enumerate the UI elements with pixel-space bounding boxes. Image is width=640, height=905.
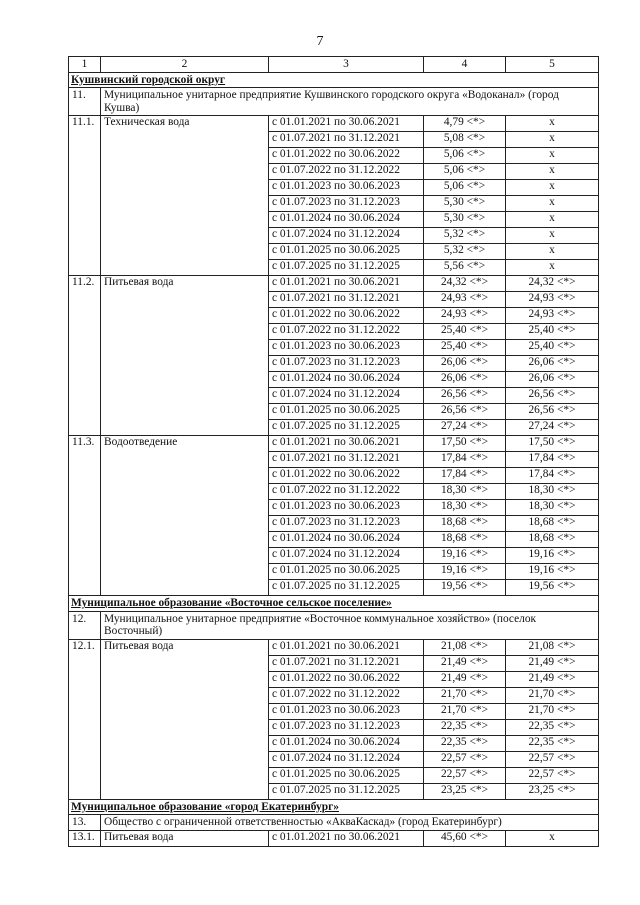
tariff-cell: 26,06 <*> — [424, 356, 506, 372]
tariff-cell: 22,35 <*> — [424, 735, 506, 751]
tariff-vat-cell: 22,35 <*> — [506, 735, 599, 751]
period-cell: с 01.07.2025 по 31.12.2025 — [269, 783, 424, 799]
tariff-cell: 22,35 <*> — [424, 719, 506, 735]
tariff-vat-cell: x — [506, 164, 599, 180]
tariff-cell: 5,08 <*> — [424, 132, 506, 148]
period-cell: с 01.07.2023 по 31.12.2023 — [269, 719, 424, 735]
period-cell: с 01.01.2022 по 30.06.2022 — [269, 671, 424, 687]
period-cell: с 01.01.2022 по 30.06.2022 — [269, 468, 424, 484]
service-name: Питьевая вода — [101, 276, 269, 436]
tariff-cell: 5,06 <*> — [424, 164, 506, 180]
tariff-vat-cell: 22,57 <*> — [506, 751, 599, 767]
tariff-cell: 24,93 <*> — [424, 292, 506, 308]
period-cell: с 01.07.2022 по 31.12.2022 — [269, 324, 424, 340]
tariff-cell: 5,30 <*> — [424, 196, 506, 212]
service-name: Питьевая вода — [101, 830, 269, 846]
period-cell: с 01.01.2021 по 30.06.2021 — [269, 830, 424, 846]
organization-row — [69, 611, 599, 639]
period-cell: с 01.07.2023 по 31.12.2023 — [269, 196, 424, 212]
period-cell: с 01.07.2025 по 31.12.2025 — [269, 420, 424, 436]
tariff-row — [69, 116, 599, 132]
section-row — [69, 72, 599, 88]
tariff-vat-cell: x — [506, 244, 599, 260]
tariff-cell: 18,68 <*> — [424, 532, 506, 548]
tariff-vat-cell: x — [506, 196, 599, 212]
tariff-vat-cell: 26,06 <*> — [506, 356, 599, 372]
header-cell: 2 — [101, 57, 269, 73]
period-cell: с 01.01.2025 по 30.06.2025 — [269, 564, 424, 580]
tariff-row — [69, 639, 599, 655]
tariff-vat-cell: 24,93 <*> — [506, 292, 599, 308]
tariff-cell: 25,40 <*> — [424, 340, 506, 356]
tariff-cell: 17,50 <*> — [424, 436, 506, 452]
period-cell: с 01.01.2025 по 30.06.2025 — [269, 767, 424, 783]
header-row — [69, 57, 599, 73]
period-cell: с 01.07.2025 по 31.12.2025 — [269, 260, 424, 276]
period-cell: с 01.07.2024 по 31.12.2024 — [269, 388, 424, 404]
tariff-vat-cell: 26,06 <*> — [506, 372, 599, 388]
tariff-cell: 17,84 <*> — [424, 468, 506, 484]
tariff-vat-cell: 25,40 <*> — [506, 340, 599, 356]
tariff-vat-cell: x — [506, 180, 599, 196]
tariff-vat-cell: 21,70 <*> — [506, 703, 599, 719]
tariff-vat-cell: x — [506, 228, 599, 244]
tariff-cell: 18,30 <*> — [424, 484, 506, 500]
tariff-vat-cell: 17,50 <*> — [506, 436, 599, 452]
tariff-vat-cell: 23,25 <*> — [506, 783, 599, 799]
tariff-vat-cell: 26,56 <*> — [506, 388, 599, 404]
period-cell: с 01.01.2024 по 30.06.2024 — [269, 532, 424, 548]
organization-row — [69, 88, 599, 116]
tariff-cell: 5,06 <*> — [424, 148, 506, 164]
period-cell: с 01.01.2022 по 30.06.2022 — [269, 148, 424, 164]
tariff-vat-cell: 26,56 <*> — [506, 404, 599, 420]
section-title: Кушвинский городской округ — [69, 72, 599, 88]
period-cell: с 01.01.2021 по 30.06.2021 — [269, 639, 424, 655]
tariff-cell: 24,32 <*> — [424, 276, 506, 292]
tariff-vat-cell: x — [506, 132, 599, 148]
tariff-cell: 24,93 <*> — [424, 308, 506, 324]
tariff-cell: 17,84 <*> — [424, 452, 506, 468]
tariff-vat-cell: 24,93 <*> — [506, 308, 599, 324]
tariff-cell: 21,70 <*> — [424, 703, 506, 719]
tariff-cell: 5,30 <*> — [424, 212, 506, 228]
organization-number: 13. — [69, 815, 101, 831]
period-cell: с 01.01.2023 по 30.06.2023 — [269, 500, 424, 516]
period-cell: с 01.07.2023 по 31.12.2023 — [269, 356, 424, 372]
tariff-vat-cell: 21,49 <*> — [506, 655, 599, 671]
tariff-vat-cell: 21,70 <*> — [506, 687, 599, 703]
tariff-cell: 23,25 <*> — [424, 783, 506, 799]
period-cell: с 01.07.2021 по 31.12.2021 — [269, 452, 424, 468]
service-name: Техническая вода — [101, 116, 269, 276]
period-cell: с 01.01.2024 по 30.06.2024 — [269, 735, 424, 751]
tariff-vat-cell: 24,32 <*> — [506, 276, 599, 292]
service-number: 11.3. — [69, 436, 101, 596]
tariff-vat-cell: 21,49 <*> — [506, 671, 599, 687]
period-cell: с 01.07.2024 по 31.12.2024 — [269, 228, 424, 244]
tariff-cell: 19,56 <*> — [424, 580, 506, 596]
tariff-vat-cell: x — [506, 212, 599, 228]
section-title: Муниципальное образование «Восточное сельское поселение» — [69, 596, 599, 612]
period-cell: с 01.01.2021 по 30.06.2021 — [269, 116, 424, 132]
tariff-vat-cell: x — [506, 116, 599, 132]
tariff-vat-cell: x — [506, 830, 599, 846]
period-cell: с 01.01.2024 по 30.06.2024 — [269, 372, 424, 388]
period-cell: с 01.01.2021 по 30.06.2021 — [269, 436, 424, 452]
service-name: Питьевая вода — [101, 639, 269, 799]
header-cell: 1 — [69, 57, 101, 73]
header-cell: 4 — [424, 57, 506, 73]
tariff-cell: 21,49 <*> — [424, 655, 506, 671]
organization-row — [69, 815, 599, 831]
period-cell: с 01.01.2022 по 30.06.2022 — [269, 308, 424, 324]
tariff-cell: 5,56 <*> — [424, 260, 506, 276]
tariff-vat-cell: 18,68 <*> — [506, 516, 599, 532]
period-cell: с 01.07.2022 по 31.12.2022 — [269, 484, 424, 500]
tariff-vat-cell: x — [506, 260, 599, 276]
tariff-cell: 26,06 <*> — [424, 372, 506, 388]
organization-name: Муниципальное унитарное предприятие Кушвинского городского округа «Водоканал» (город Кушва) — [101, 88, 599, 116]
section-title: Муниципальное образование «город Екатеринбург» — [69, 799, 599, 815]
organization-name: Муниципальное унитарное предприятие «Восточное коммунальное хозяйство» (поселок Восточный) — [101, 611, 599, 639]
service-number: 11.2. — [69, 276, 101, 436]
tariff-cell: 4,79 <*> — [424, 116, 506, 132]
tariff-cell: 19,16 <*> — [424, 564, 506, 580]
tariff-vat-cell: x — [506, 148, 599, 164]
tariff-cell: 22,57 <*> — [424, 751, 506, 767]
tariff-cell: 22,57 <*> — [424, 767, 506, 783]
tariff-vat-cell: 25,40 <*> — [506, 324, 599, 340]
service-number: 12.1. — [69, 639, 101, 799]
tariff-cell: 27,24 <*> — [424, 420, 506, 436]
service-number: 13.1. — [69, 830, 101, 846]
tariff-cell: 26,56 <*> — [424, 404, 506, 420]
tariff-row — [69, 276, 599, 292]
period-cell: с 01.01.2023 по 30.06.2023 — [269, 180, 424, 196]
period-cell: с 01.01.2023 по 30.06.2023 — [269, 340, 424, 356]
page-number: 7 — [316, 34, 324, 49]
organization-number: 12. — [69, 611, 101, 639]
tariff-vat-cell: 19,16 <*> — [506, 564, 599, 580]
tariff-vat-cell: 18,30 <*> — [506, 500, 599, 516]
period-cell: с 01.07.2021 по 31.12.2021 — [269, 132, 424, 148]
tariff-vat-cell: 27,24 <*> — [506, 420, 599, 436]
tariff-cell: 19,16 <*> — [424, 548, 506, 564]
tariff-cell: 26,56 <*> — [424, 388, 506, 404]
tariff-table — [68, 56, 599, 847]
tariff-vat-cell: 17,84 <*> — [506, 468, 599, 484]
period-cell: с 01.01.2021 по 30.06.2021 — [269, 276, 424, 292]
tariff-vat-cell: 18,30 <*> — [506, 484, 599, 500]
tariff-cell: 18,30 <*> — [424, 500, 506, 516]
tariff-cell: 5,32 <*> — [424, 244, 506, 260]
tariff-vat-cell: 22,35 <*> — [506, 719, 599, 735]
section-row — [69, 799, 599, 815]
tariff-cell: 18,68 <*> — [424, 516, 506, 532]
tariff-vat-cell: 17,84 <*> — [506, 452, 599, 468]
period-cell: с 01.07.2024 по 31.12.2024 — [269, 751, 424, 767]
tariff-cell: 21,08 <*> — [424, 639, 506, 655]
tariff-cell: 45,60 <*> — [424, 830, 506, 846]
period-cell: с 01.07.2021 по 31.12.2021 — [269, 655, 424, 671]
tariff-vat-cell: 21,08 <*> — [506, 639, 599, 655]
tariff-vat-cell: 18,68 <*> — [506, 532, 599, 548]
period-cell: с 01.01.2025 по 30.06.2025 — [269, 244, 424, 260]
tariff-cell: 5,32 <*> — [424, 228, 506, 244]
organization-number: 11. — [69, 88, 101, 116]
period-cell: с 01.07.2022 по 31.12.2022 — [269, 164, 424, 180]
period-cell: с 01.07.2023 по 31.12.2023 — [269, 516, 424, 532]
service-number: 11.1. — [69, 116, 101, 276]
period-cell: с 01.07.2025 по 31.12.2025 — [269, 580, 424, 596]
tariff-cell: 21,70 <*> — [424, 687, 506, 703]
tariff-cell: 21,49 <*> — [424, 671, 506, 687]
period-cell: с 01.01.2023 по 30.06.2023 — [269, 703, 424, 719]
tariff-vat-cell: 19,56 <*> — [506, 580, 599, 596]
period-cell: с 01.07.2021 по 31.12.2021 — [269, 292, 424, 308]
period-cell: с 01.01.2024 по 30.06.2024 — [269, 212, 424, 228]
section-row — [69, 596, 599, 612]
tariff-vat-cell: 19,16 <*> — [506, 548, 599, 564]
period-cell: с 01.07.2022 по 31.12.2022 — [269, 687, 424, 703]
tariff-vat-cell: 22,57 <*> — [506, 767, 599, 783]
tariff-row — [69, 830, 599, 846]
header-cell: 5 — [506, 57, 599, 73]
header-cell: 3 — [269, 57, 424, 73]
organization-name: Общество с ограниченной ответственностью «АкваКаскад» (город Екатеринбург) — [101, 815, 599, 831]
period-cell: с 01.01.2025 по 30.06.2025 — [269, 404, 424, 420]
tariff-row — [69, 436, 599, 452]
period-cell: с 01.07.2024 по 31.12.2024 — [269, 548, 424, 564]
service-name: Водоотведение — [101, 436, 269, 596]
tariff-cell: 25,40 <*> — [424, 324, 506, 340]
tariff-cell: 5,06 <*> — [424, 180, 506, 196]
